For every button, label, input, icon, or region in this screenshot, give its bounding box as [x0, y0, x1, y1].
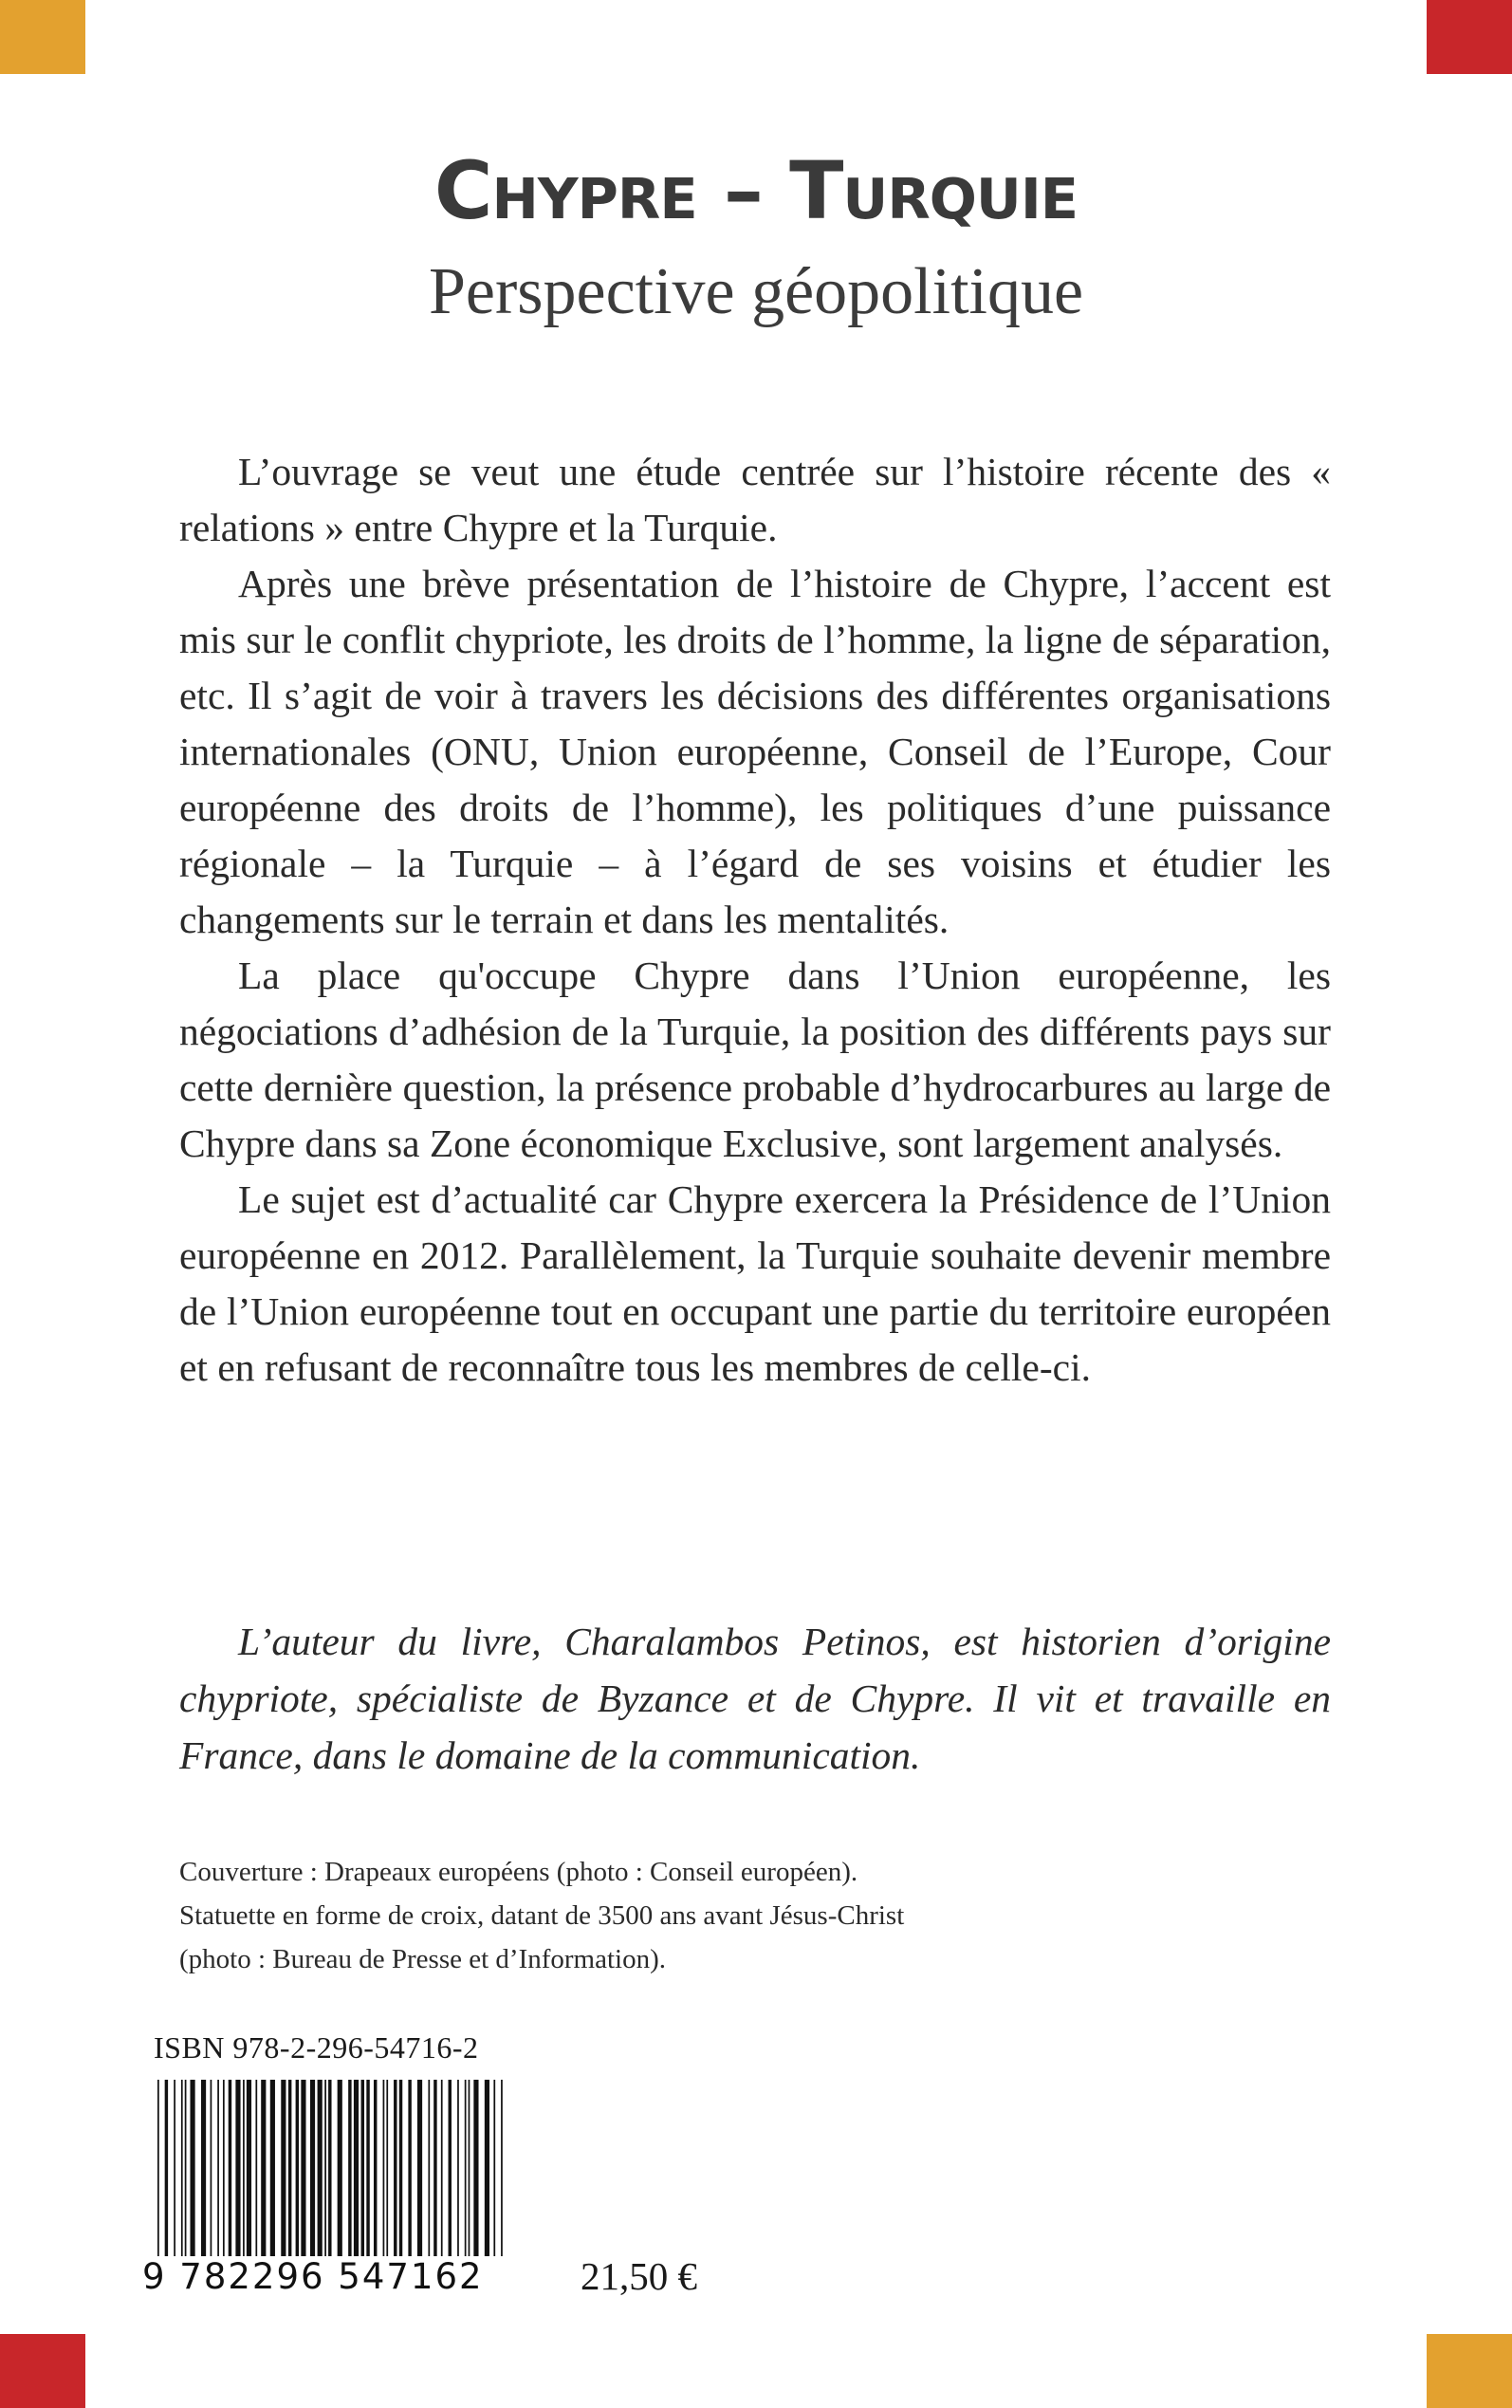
- barcode-bar: [348, 2080, 351, 2256]
- barcode-bar: [174, 2080, 175, 2256]
- author-note: L’auteur du livre, Charalambos Petinos, est historien d’origine chypriote, spécialiste de Byzance et de Chypre. Il vit et travaille en France, dans le domaine de la communication.: [179, 1620, 1331, 1777]
- barcode-bar: [408, 2080, 411, 2256]
- barcode-bar: [386, 2080, 388, 2256]
- summary-paragraph: Après une brève présentation de l’histoire de Chypre, l’accent est mis sur le conflit chypriote, les droits de l’homme, la ligne de séparation, etc. Il s’agit de voir à travers les décisions des différentes organisations internationales (ONU, Union européenne, Conseil de l’Europe, Cour européenne des droits de l’homme), les politiques d’une puissance régionale – la Turquie – à l’égard de ses voisins et étudier les changements sur le terrain et dans les mentalités.: [179, 562, 1331, 941]
- barcode-bar: [417, 2080, 422, 2256]
- barcode-bar: [310, 2080, 315, 2256]
- corner-block-bottom-left: [0, 2334, 85, 2408]
- barcode-bar: [201, 2080, 206, 2256]
- barcode-bar: [361, 2080, 364, 2256]
- barcode-bar: [261, 2080, 266, 2256]
- barcode-bar: [281, 2080, 286, 2256]
- barcode-bar: [465, 2080, 467, 2256]
- barcode-bar: [485, 2080, 489, 2256]
- barcode-bar: [469, 2080, 470, 2256]
- barcode-bar: [473, 2080, 478, 2256]
- barcode-bar: [235, 2080, 240, 2256]
- barcode-bar: [383, 2080, 385, 2256]
- barcode-bar: [190, 2080, 194, 2256]
- barcode-bar: [255, 2080, 257, 2256]
- barcode-bar: [243, 2080, 245, 2256]
- barcode-bar: [354, 2080, 359, 2256]
- summary-text: [179, 444, 1331, 1396]
- barcode-bar: [247, 2080, 251, 2256]
- barcode-digits: 9 782296 547162: [142, 2256, 507, 2297]
- summary-paragraph: Le sujet est d’actualité car Chypre exercera la Présidence de l’Union européenne en 2012. Parallèlement, la Turquie souhaite devenir membre de l’Union européenne tout en occupant une partie du territoire européen et en refusant de reconnaître tous les membres de celle-ci.: [179, 1177, 1331, 1389]
- barcode-bar: [229, 2080, 231, 2256]
- barcode-bar: [441, 2080, 443, 2256]
- barcode-bar: [366, 2080, 369, 2256]
- corner-block-top-left: [0, 0, 85, 74]
- barcode-bar: [288, 2080, 291, 2256]
- barcode-bar: [181, 2080, 183, 2256]
- summary-paragraph: La place qu'occupe Chypre dans l’Union européenne, les négociations d’adhésion de la Turquie, la position des différents pays sur cette dernière question, la présence probable d’hydrocarbures au large de Chypre dans sa Zone économique Exclusive, sont largement analysés.: [179, 954, 1331, 1165]
- photo-credits: [179, 1850, 1223, 1981]
- barcode-bar: [318, 2080, 323, 2256]
- credit-line: Statuette en forme de croix, datant de 3500 ans avant Jésus-Christ: [179, 1900, 905, 1931]
- barcode-bar: [211, 2080, 212, 2256]
- barcode-bar: [374, 2080, 377, 2256]
- barcode-bar: [223, 2080, 225, 2256]
- book-title: Chypre – Turquie: [433, 144, 1079, 237]
- barcode-bar: [433, 2080, 436, 2256]
- barcode-bar: [296, 2080, 299, 2256]
- corner-block-bottom-right: [1427, 2334, 1512, 2408]
- barcode-bar: [185, 2080, 187, 2256]
- price: 21,50 €: [581, 2254, 697, 2298]
- summary-paragraph: L’ouvrage se veut une étude centrée sur l’histoire récente des « relations » entre Chypre et la Turquie.: [179, 450, 1331, 549]
- barcode-bar: [428, 2080, 430, 2256]
- corner-block-top-right: [1427, 0, 1512, 74]
- credit-line: Couverture : Drapeaux européens (photo : Conseil européen).: [179, 1857, 858, 1887]
- book-subtitle: Perspective géopolitique: [428, 255, 1084, 328]
- barcode-bar: [301, 2080, 305, 2256]
- isbn-label: ISBN 978-2-296-54716-2: [154, 2030, 479, 2065]
- barcode-bar: [457, 2080, 459, 2256]
- barcode-bar: [338, 2080, 342, 2256]
- barcode-bar: [394, 2080, 396, 2256]
- barcode-bar: [217, 2080, 219, 2256]
- barcode-bar: [449, 2080, 452, 2256]
- barcode-bar: [399, 2080, 402, 2256]
- barcode-bar: [270, 2080, 275, 2256]
- credit-line: (photo : Bureau de Presse et d’Information).: [179, 1944, 666, 1974]
